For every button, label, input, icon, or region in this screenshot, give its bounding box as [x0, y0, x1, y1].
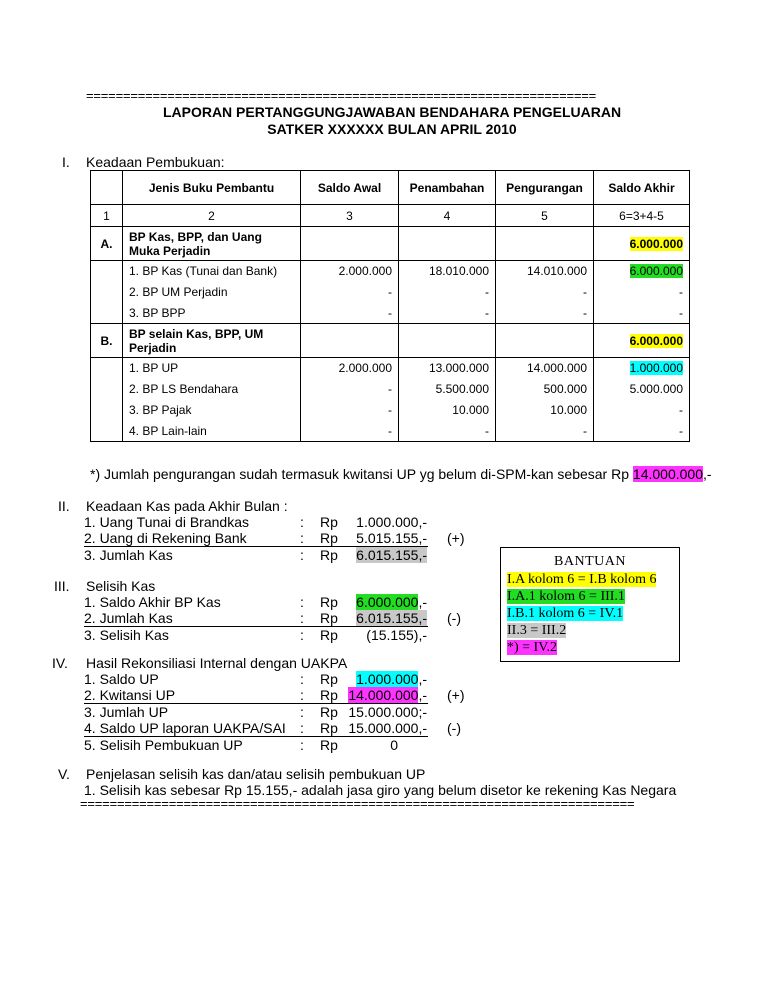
- cell-awal: 2.000.000: [301, 358, 399, 379]
- cell-kurang: -: [496, 421, 594, 442]
- footnote-suffix: ,-: [702, 466, 712, 482]
- group-a-row: [91, 227, 690, 261]
- row-label: 3. BP Pajak: [123, 400, 301, 421]
- currency: Rp: [320, 687, 338, 703]
- bp-kas-akhir-value: 6.000.000: [629, 264, 683, 279]
- cell-tambah: -: [399, 282, 496, 303]
- empty-cell: [91, 421, 123, 442]
- colon: :: [300, 720, 304, 736]
- cell-akhir: -: [594, 421, 690, 442]
- empty-cell: [301, 324, 399, 358]
- cell-awal: -: [301, 303, 399, 324]
- cell-akhir: 5.000.000: [594, 379, 690, 400]
- selisih-kas-value: (15.155),-: [366, 627, 427, 643]
- footnote: [90, 466, 712, 482]
- saldo-up-uakpa-value: 15.000.000,-: [348, 720, 427, 736]
- kwitansi-up-value: 14.000.000: [348, 687, 419, 703]
- empty-cell: [91, 400, 123, 421]
- group-b-label: [123, 324, 301, 358]
- bantuan-item: [507, 606, 623, 622]
- jumlah-kas-value: 6.015.155,-: [356, 547, 427, 563]
- currency: Rp: [320, 594, 338, 610]
- section5-heading: Penjelasan selisih kas dan/atau selisih pembukuan UP: [86, 766, 426, 782]
- kas-row-label: 2. Uang di Rekening Bank: [84, 530, 247, 546]
- section1-number: I.: [62, 154, 70, 170]
- currency: Rp: [320, 627, 338, 643]
- table-row: [91, 358, 690, 379]
- row-label: 2. BP UM Perjadin: [123, 282, 301, 303]
- empty-cell: [91, 358, 123, 379]
- colon: :: [300, 530, 304, 546]
- table-row: [91, 379, 690, 400]
- colon: :: [300, 594, 304, 610]
- group-b-total-value: 6.000.000: [629, 333, 683, 348]
- cell-akhir: -: [594, 282, 690, 303]
- empty-cell: [496, 227, 594, 261]
- selisih-row-label: 1. Saldo Akhir BP Kas: [84, 594, 221, 610]
- jumlah-kas: [340, 547, 427, 563]
- row-label: 2. BP LS Bendahara: [123, 379, 301, 400]
- footnote-text: *) Jumlah pengurangan sudah termasuk kwitansi UP yg belum di-SPM-kan sebesar Rp: [90, 466, 633, 482]
- section4-number: IV.: [52, 655, 68, 671]
- empty-cell: [399, 227, 496, 261]
- cell-tambah: -: [399, 421, 496, 442]
- bantuan-item-text: I.B.1 kolom 6 = IV.1: [507, 606, 624, 621]
- header-saldo-akhir: Saldo Akhir: [594, 171, 690, 205]
- cell-kurang: 500.000: [496, 379, 594, 400]
- table-index-row: [91, 205, 690, 227]
- bookkeeping-table: [90, 170, 690, 442]
- group-a-code: A.: [91, 227, 123, 261]
- operator-plus: (+): [447, 530, 465, 546]
- value-suffix: ,-: [418, 671, 427, 687]
- kas-row-label: 1. Uang Tunai di Brandkas: [84, 514, 249, 530]
- selisih-pembukuan-value: 0: [390, 737, 398, 753]
- colon: :: [300, 547, 304, 563]
- group-a-label-line1: BP Kas, BPP, dan Uang: [129, 229, 262, 244]
- cell-kurang: 14.010.000: [496, 261, 594, 282]
- bantuan-title: BANTUAN: [554, 554, 626, 569]
- kas-bank-value: 5.015.155,-: [356, 530, 427, 546]
- index-cell: 1: [91, 205, 123, 227]
- table-row: [91, 282, 690, 303]
- rekon-row-label: 3. Jumlah UP: [84, 704, 169, 720]
- section3-heading: Selisih Kas: [86, 578, 156, 594]
- group-a-label-line2: Muka Perjadin: [129, 243, 211, 258]
- group-b-label-line2: Perjadin: [129, 340, 177, 355]
- report-subtitle: SATKER XXXXXX BULAN APRIL 2010: [267, 121, 517, 137]
- header-penambahan: Penambahan: [399, 171, 496, 205]
- empty-cell: [496, 324, 594, 358]
- jumlah-kas-2-value: 6.015.155,-: [356, 610, 427, 626]
- operator-minus: (-): [447, 610, 461, 626]
- cell-kurang: -: [496, 303, 594, 324]
- row-label: 3. BP BPP: [123, 303, 301, 324]
- saldo-akhir-bp-kas-value: 6.000.000: [356, 594, 419, 610]
- currency: Rp: [320, 737, 338, 753]
- cell-awal: -: [301, 400, 399, 421]
- colon: :: [300, 627, 304, 643]
- selisih-row-label: 3. Selisih Kas: [84, 627, 169, 643]
- group-a-total-value: 6.000.000: [629, 236, 683, 251]
- kas-row-label: 3. Jumlah Kas: [84, 547, 173, 563]
- cell-akhir: -: [594, 303, 690, 324]
- section4-heading: Hasil Rekonsiliasi Internal dengan UAKPA: [86, 655, 348, 671]
- selisih-row-label: 2. Jumlah Kas: [84, 610, 173, 626]
- top-separator: =====================================================================: [86, 88, 597, 103]
- cell-kurang: 14.000.000: [496, 358, 594, 379]
- cell-awal: -: [301, 282, 399, 303]
- section5-number: V.: [58, 766, 70, 782]
- group-b-total: [594, 324, 690, 358]
- empty-cell: [399, 324, 496, 358]
- colon: :: [300, 737, 304, 753]
- bantuan-item: [507, 623, 566, 639]
- colon: :: [300, 704, 304, 720]
- currency: Rp: [320, 671, 338, 687]
- bantuan-item-text: II.3 = III.2: [507, 623, 567, 638]
- kwitansi-up: [340, 687, 427, 703]
- jumlah-kas-2: [340, 610, 427, 626]
- table-row: [91, 421, 690, 442]
- colon: :: [300, 671, 304, 687]
- saldo-akhir-bp-kas: [340, 594, 427, 610]
- currency: Rp: [320, 547, 338, 563]
- section2-heading: Keadaan Kas pada Akhir Bulan :: [86, 498, 288, 514]
- bp-up-akhir-value: 1.000.000: [629, 361, 683, 376]
- row-label: 1. BP Kas (Tunai dan Bank): [123, 261, 301, 282]
- empty-cell: [91, 379, 123, 400]
- group-b-code: B.: [91, 324, 123, 358]
- colon: :: [300, 610, 304, 626]
- index-cell: 3: [301, 205, 399, 227]
- section1-heading: Keadaan Pembukuan:: [86, 154, 225, 170]
- row-label: 1. BP UP: [123, 358, 301, 379]
- cell-tambah: 5.500.000: [399, 379, 496, 400]
- saldo-up: [340, 671, 427, 687]
- rekon-row-label: 1. Saldo UP: [84, 671, 159, 687]
- bantuan-item: [507, 589, 625, 605]
- group-b-label-line1: BP selain Kas, BPP, UM: [129, 326, 264, 341]
- index-cell: 4: [399, 205, 496, 227]
- section2-number: II.: [58, 498, 70, 514]
- cell-akhir: [594, 358, 690, 379]
- value-suffix: ,-: [418, 687, 427, 703]
- operator-plus: (+): [447, 687, 465, 703]
- cell-kurang: -: [496, 282, 594, 303]
- cell-tambah: 10.000: [399, 400, 496, 421]
- table-row: [91, 400, 690, 421]
- cell-tambah: -: [399, 303, 496, 324]
- cell-awal: -: [301, 379, 399, 400]
- header-pengurangan: Pengurangan: [496, 171, 594, 205]
- index-cell: 6=3+4-5: [594, 205, 690, 227]
- rekon-row-label: 4. Saldo UP laporan UAKPA/SAI: [84, 720, 286, 736]
- value-suffix: ,-: [418, 594, 427, 610]
- header-saldo-awal: Saldo Awal: [301, 171, 399, 205]
- empty-cell: [91, 261, 123, 282]
- cell-tambah: 18.010.000: [399, 261, 496, 282]
- currency: Rp: [320, 720, 338, 736]
- empty-cell: [91, 303, 123, 324]
- header-empty: [91, 171, 123, 205]
- group-a-label: [123, 227, 301, 261]
- footnote-amount: 14.000.000: [632, 466, 703, 482]
- rekon-row-label: 2. Kwitansi UP: [84, 687, 176, 703]
- cell-tambah: 13.000.000: [399, 358, 496, 379]
- bantuan-item: [507, 572, 656, 588]
- section5-explanation: 1. Selisih kas sebesar Rp 15.155,- adalah jasa giro yang belum disetor ke rekening Kas Negara: [84, 782, 677, 798]
- section3-number: III.: [54, 578, 70, 594]
- header-jenis: Jenis Buku Pembantu: [123, 171, 301, 205]
- cell-awal: -: [301, 421, 399, 442]
- row-label: 4. BP Lain-lain: [123, 421, 301, 442]
- table-row: [91, 261, 690, 282]
- currency: Rp: [320, 704, 338, 720]
- index-cell: 5: [496, 205, 594, 227]
- rekon-row-label: 5. Selisih Pembukuan UP: [84, 737, 243, 753]
- currency: Rp: [320, 610, 338, 626]
- empty-cell: [91, 282, 123, 303]
- report-title: LAPORAN PERTANGGUNGJAWABAN BENDAHARA PENGELUARAN: [162, 104, 622, 120]
- kas-tunai-value: 1.000.000,-: [356, 514, 427, 530]
- colon: :: [300, 687, 304, 703]
- group-a-total: [594, 227, 690, 261]
- cell-kurang: 10.000: [496, 400, 594, 421]
- bantuan-item-text: I.A.1 kolom 6 = III.1: [507, 589, 625, 604]
- currency: Rp: [320, 530, 338, 546]
- group-b-row: [91, 324, 690, 358]
- bantuan-item: [507, 640, 557, 656]
- cell-akhir: [594, 261, 690, 282]
- operator-minus: (-): [447, 720, 461, 736]
- bantuan-box: [500, 547, 680, 662]
- table-row: [91, 303, 690, 324]
- bottom-separator: ===========================================================================: [80, 796, 635, 811]
- colon: :: [300, 514, 304, 530]
- bantuan-item-text: *) = IV.2: [507, 640, 558, 655]
- currency: Rp: [320, 514, 338, 530]
- cell-awal: 2.000.000: [301, 261, 399, 282]
- empty-cell: [301, 227, 399, 261]
- bantuan-item-text: I.A kolom 6 = I.B kolom 6: [507, 572, 657, 587]
- saldo-up-value: 1.000.000: [356, 671, 419, 687]
- table-header-row: [91, 171, 690, 205]
- cell-akhir: -: [594, 400, 690, 421]
- index-cell: 2: [123, 205, 301, 227]
- jumlah-up-value: 15.000.000;-: [348, 704, 427, 720]
